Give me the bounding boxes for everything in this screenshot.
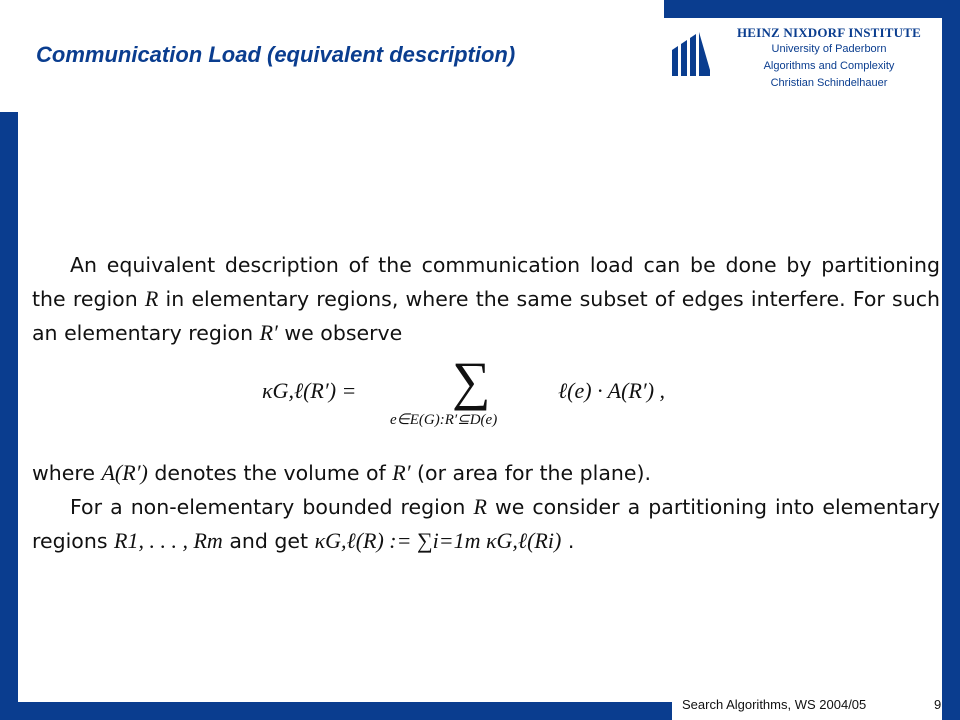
institute-group: Algorithms and Complexity (763, 60, 895, 72)
university-logo-icon (670, 30, 712, 78)
p1-region-Rprime: R′ (259, 320, 278, 345)
p3-text-c: and get (222, 529, 315, 553)
p1-text-c: we observe (277, 321, 403, 345)
p2-region-Rprime: R′ (392, 460, 411, 485)
bottom-frame-bar (0, 702, 672, 720)
left-frame-bar (0, 112, 18, 720)
p1-region-R: R (144, 286, 159, 311)
right-frame-bar (942, 0, 960, 720)
equation-lhs: κG,ℓ(R′) = (262, 378, 357, 403)
equation-sum-subscript: e∈E(G):R′⊆D(e) (390, 412, 498, 428)
p3-text-a: For a non-elementary bounded region (70, 495, 474, 519)
institute-author: Christian Schindelhauer (770, 77, 888, 89)
slide-title: Communication Load (equivalent description) (36, 42, 516, 67)
p1-text-b: in elementary regions, where the same subset of edges interfere. For such an elementary region (32, 287, 940, 345)
equation-rhs: ℓ(e) · A(R′) , (558, 378, 666, 403)
footer-page-number: 9 (934, 697, 942, 712)
p1-text-a: An equivalent description of the communication load can be done by partitioning the region (32, 253, 940, 311)
p2-text-c: (or area for the plane). (410, 461, 652, 485)
p2-text-b: denotes the volume of (147, 461, 393, 485)
institute-block (714, 24, 944, 92)
p3-text-d: . (561, 529, 575, 553)
body-paragraph-2 (32, 456, 940, 558)
p3-regions-list: R1, . . . , Rm (114, 528, 223, 553)
institute-name: HEINZ NIXDORF INSTITUTE (737, 25, 921, 40)
p2-volume: A(R′) (101, 460, 148, 485)
p3-formula: κG,ℓ(R) := ∑i=1m κG,ℓ(Ri) (314, 528, 562, 553)
equation-sum-symbol: ∑ (452, 351, 491, 411)
equation-load (262, 351, 762, 440)
p2-text-a: where (32, 461, 102, 485)
p3-region-R: R (473, 494, 487, 519)
body-paragraph-1 (32, 248, 940, 350)
top-frame-bar (664, 0, 960, 18)
institute-university: University of Paderborn (771, 43, 887, 55)
p3-text-b: we consider a partitioning into elementary regions (32, 495, 940, 553)
footer-course: Search Algorithms, WS 2004/05 (682, 697, 867, 712)
body-paragraph-3 (32, 490, 940, 558)
